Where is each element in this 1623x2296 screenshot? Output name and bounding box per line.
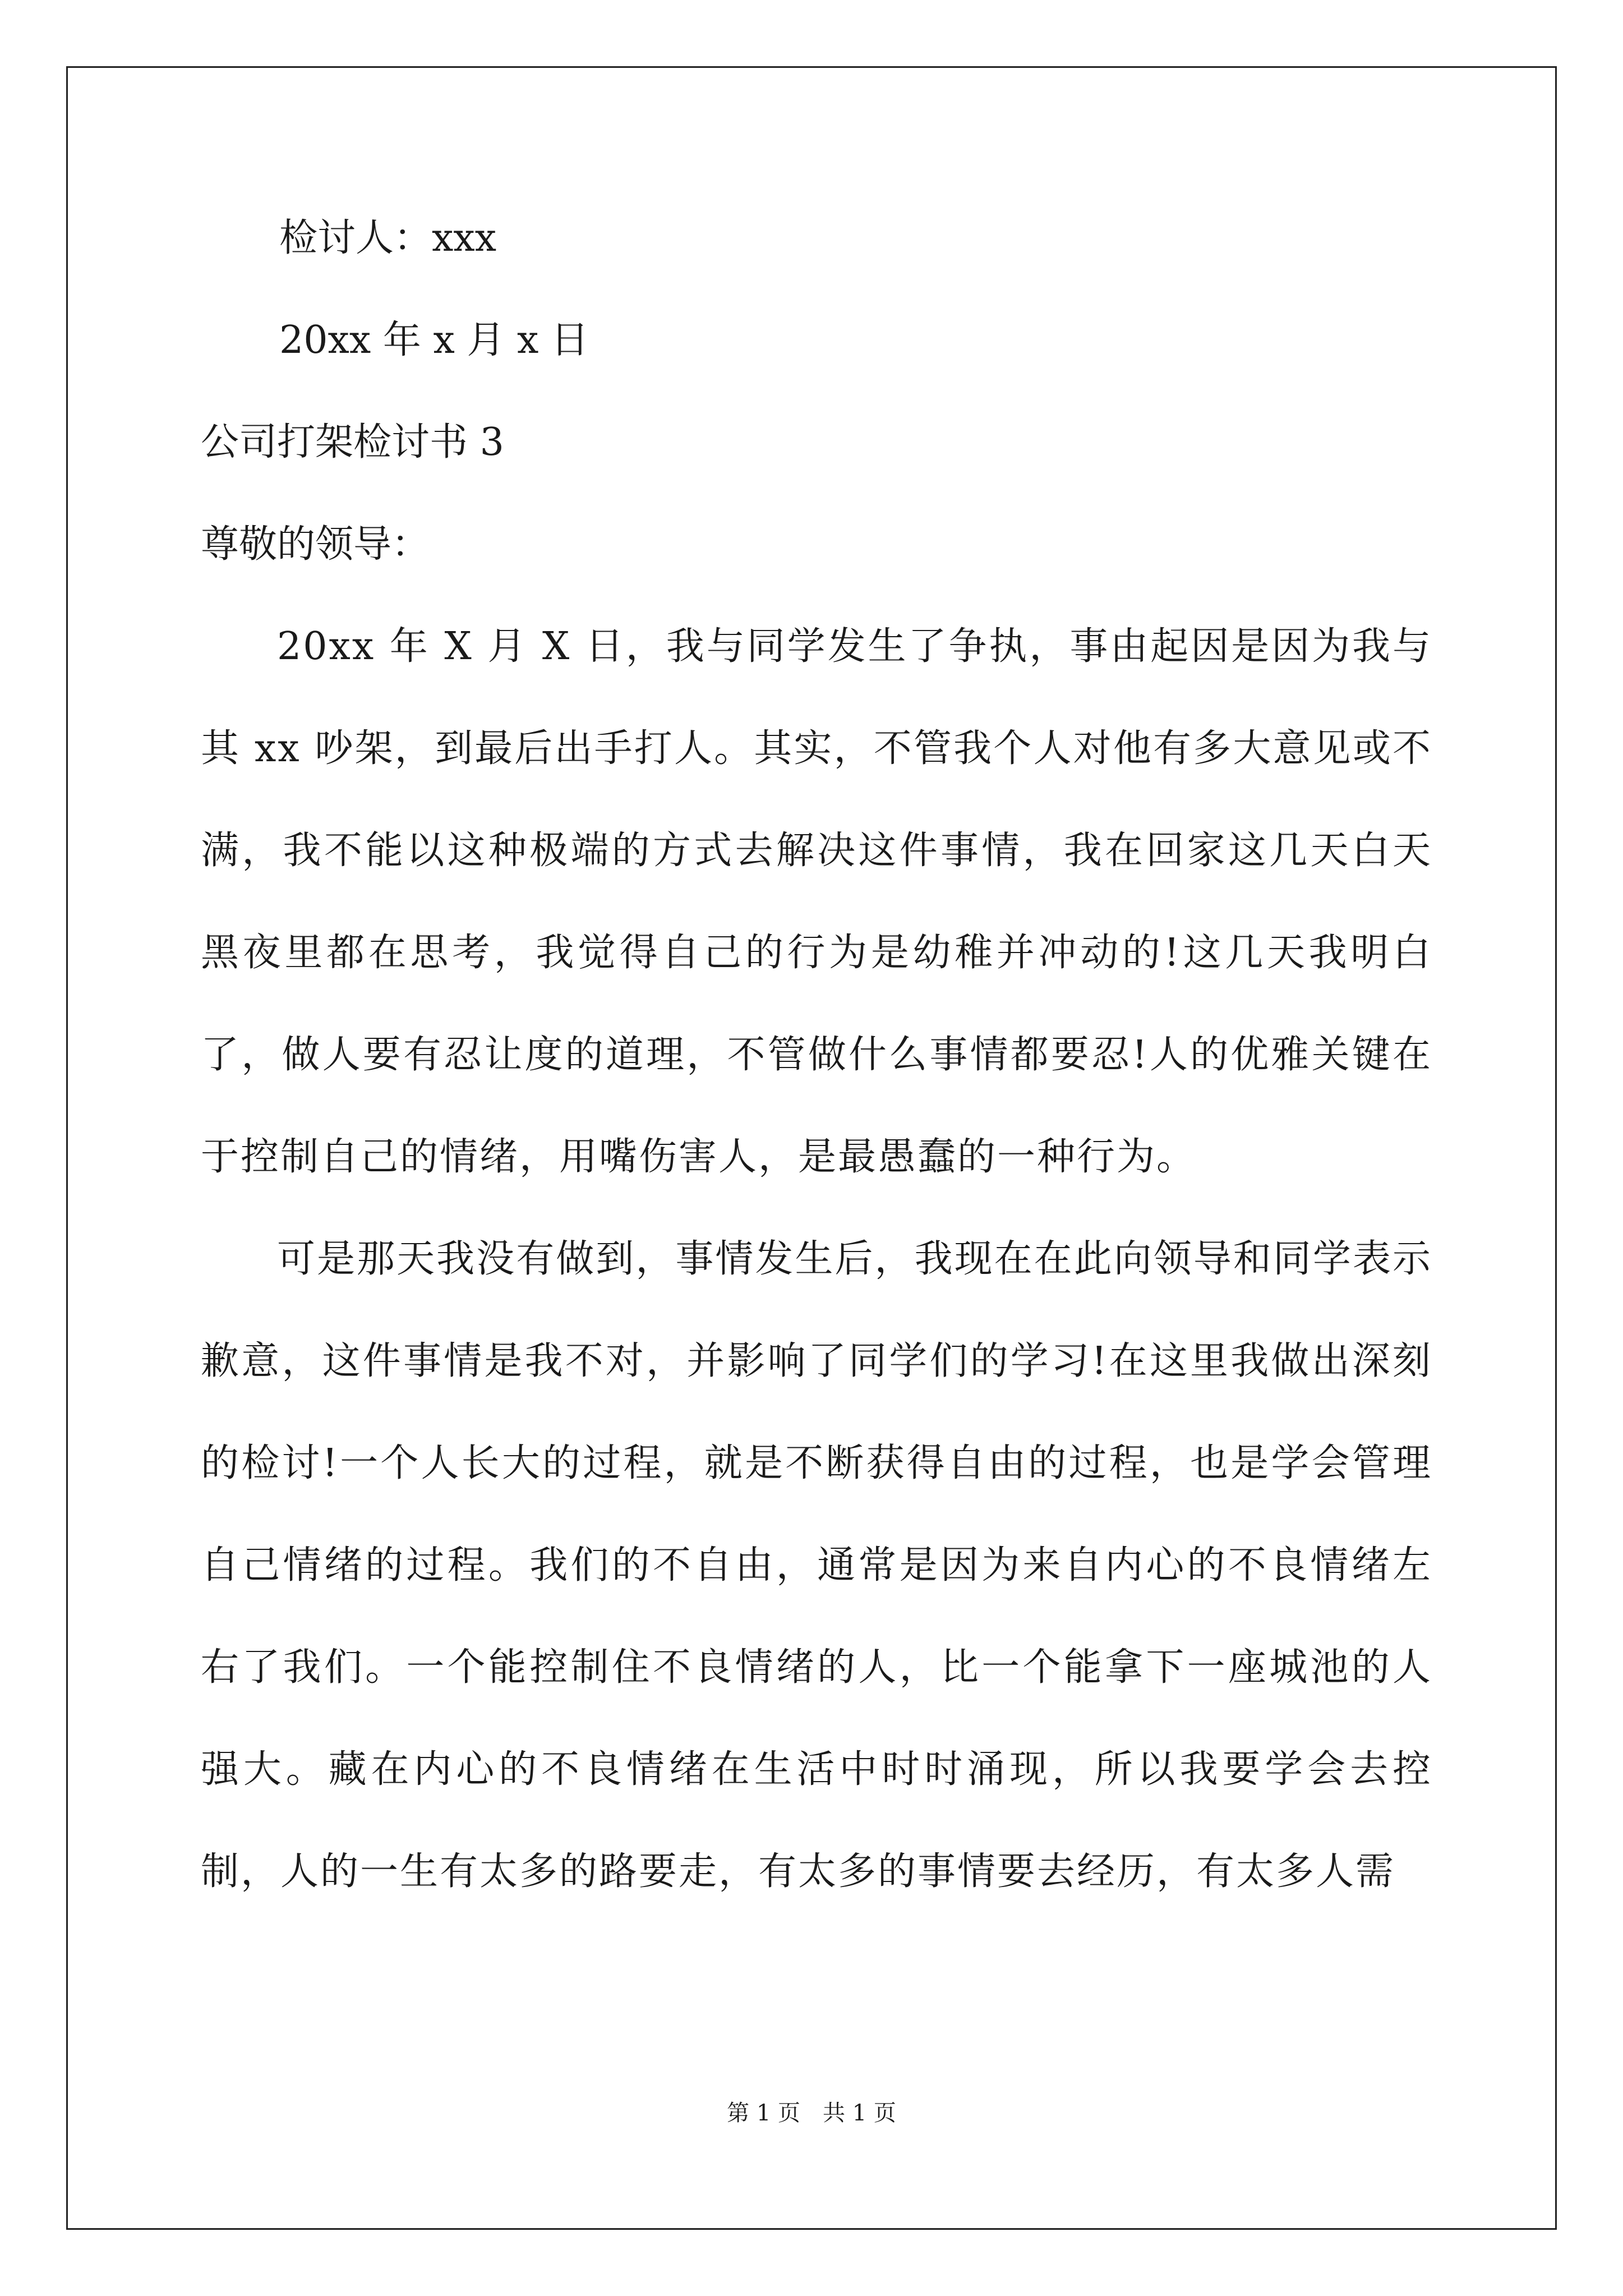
date-line: 20xx 年 x 月 x 日	[279, 318, 589, 362]
salutation: 尊敬的领导：	[201, 522, 430, 567]
page-number: 第 1 页 共 1 页	[727, 2100, 896, 2126]
signer-line: 检讨人：xxx	[279, 216, 497, 260]
document-body	[201, 213, 1432, 1923]
document-title: 公司打架检讨书 3	[201, 420, 504, 464]
body-paragraph: 20xx 年 X 月 X 日，我与同学发生了争执，事由起因是因为我与其 xx 吵架，到最后出手打人。其实，不管我个人对他有多大意见或不满，我不能以这种极端的方式去解决这件事情，我在回家这几天白天黑夜里都在思考，我觉得自己的行为是幼稚并冲动的!这几天我明白了，做人要有忍让度的道理，不管做什么事情都要忍!人的优雅关键在于控制自己的情绪，用嘴伤害人，是最愚蠢的一种行为。	[201, 624, 1432, 1179]
body-paragraph: 可是那天我没有做到，事情发生后，我现在在此向领导和同学表示歉意，这件事情是我不对，并影响了同学们的学习!在这里我做出深刻的检讨!一个人长大的过程，就是不断获得自由的过程，也是学会管理自己情绪的过程。我们的不自由，通常是因为来自内心的不良情绪左右了我们。一个能控制住不良情绪的人，比一个能拿下一座城池的人强大。藏在内心的不良情绪在生活中时时涌现，所以我要学会去控制，人的一生有太多的路要走，有太多的事情要去经历，有太多人需	[201, 1237, 1432, 1894]
